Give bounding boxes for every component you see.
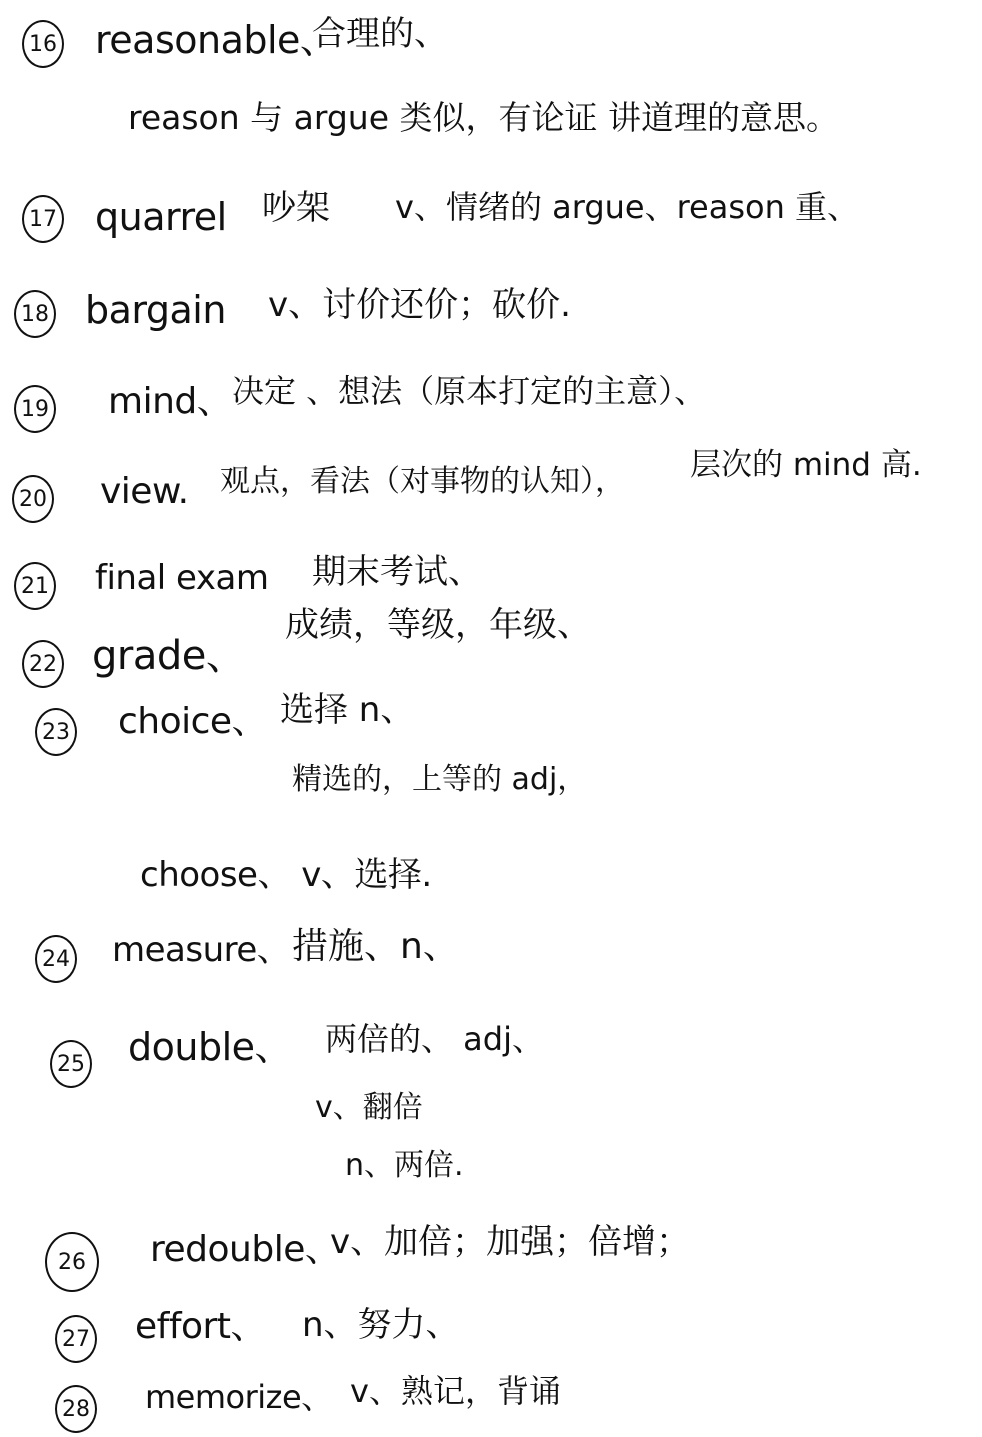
entry-word: bargain [85,288,226,332]
entry-number: 26 [45,1232,99,1292]
entry-number: 16 [22,20,64,68]
entry-word: double、 [128,1025,293,1069]
entry-number: 18 [14,290,56,338]
entry-word: view. [100,471,189,512]
entry-word: reasonable、 [95,18,338,62]
entry-word: choice、 [118,701,268,742]
entry-meaning: 决定 、想法（原本打定的主意）、 [232,372,707,410]
entry-note: v、翻倍 [315,1090,423,1125]
entry-word: grade、 [92,633,246,679]
entry-meaning: 观点，看法（对事物的认知）， [220,464,625,499]
entry-related: choose、 v、选择. [140,855,432,895]
entry-meaning: 成绩，等级，年级、 [285,605,591,645]
entry-meaning: v、加倍；加强；倍增； [330,1222,691,1262]
entry-number: 25 [50,1040,92,1088]
entry-meaning: 合理的、 [312,14,448,54]
entry-note: reason 与 argue 类似，有论证 讲道理的意思。 [128,98,839,137]
entry-number: 27 [55,1315,97,1363]
entry-number: 28 [55,1385,97,1433]
entry-number: 22 [22,640,64,688]
entry-meaning: v、熟记，背诵 [350,1372,561,1410]
entry-number: 24 [35,935,77,983]
entry-word: final exam [95,558,269,598]
entry-extra: 层次的 mind 高. [690,447,922,483]
entry-meaning: 措施、n、 [292,926,459,967]
entry-word: measure、 [112,930,291,970]
entry-number: 19 [14,385,56,433]
entry-word: effort、 [135,1306,266,1347]
entry-number: 23 [35,708,77,756]
entry-meaning: 选择 n、 [280,690,415,730]
entry-word: mind、 [108,381,233,422]
entry-note: 精选的，上等的 adj， [292,762,588,797]
entry-meaning: 吵架 [262,188,330,228]
entry-meaning: 两倍的、 adj、 [325,1020,544,1058]
entry-note-2: n、两倍. [345,1148,464,1183]
entry-meaning: v、讨价还价；砍价. [268,285,571,325]
entry-word: redouble、 [150,1229,341,1270]
entry-number: 20 [12,475,54,523]
entry-number: 21 [14,562,56,610]
entry-number: 17 [22,195,64,243]
entry-word: memorize、 [145,1378,333,1416]
entry-word: quarrel [95,195,227,239]
entry-meaning: 期末考试、 [312,552,482,592]
entry-extra: v、情绪的 argue、reason 重、 [395,188,860,226]
entry-meaning: n、努力、 [302,1305,460,1345]
